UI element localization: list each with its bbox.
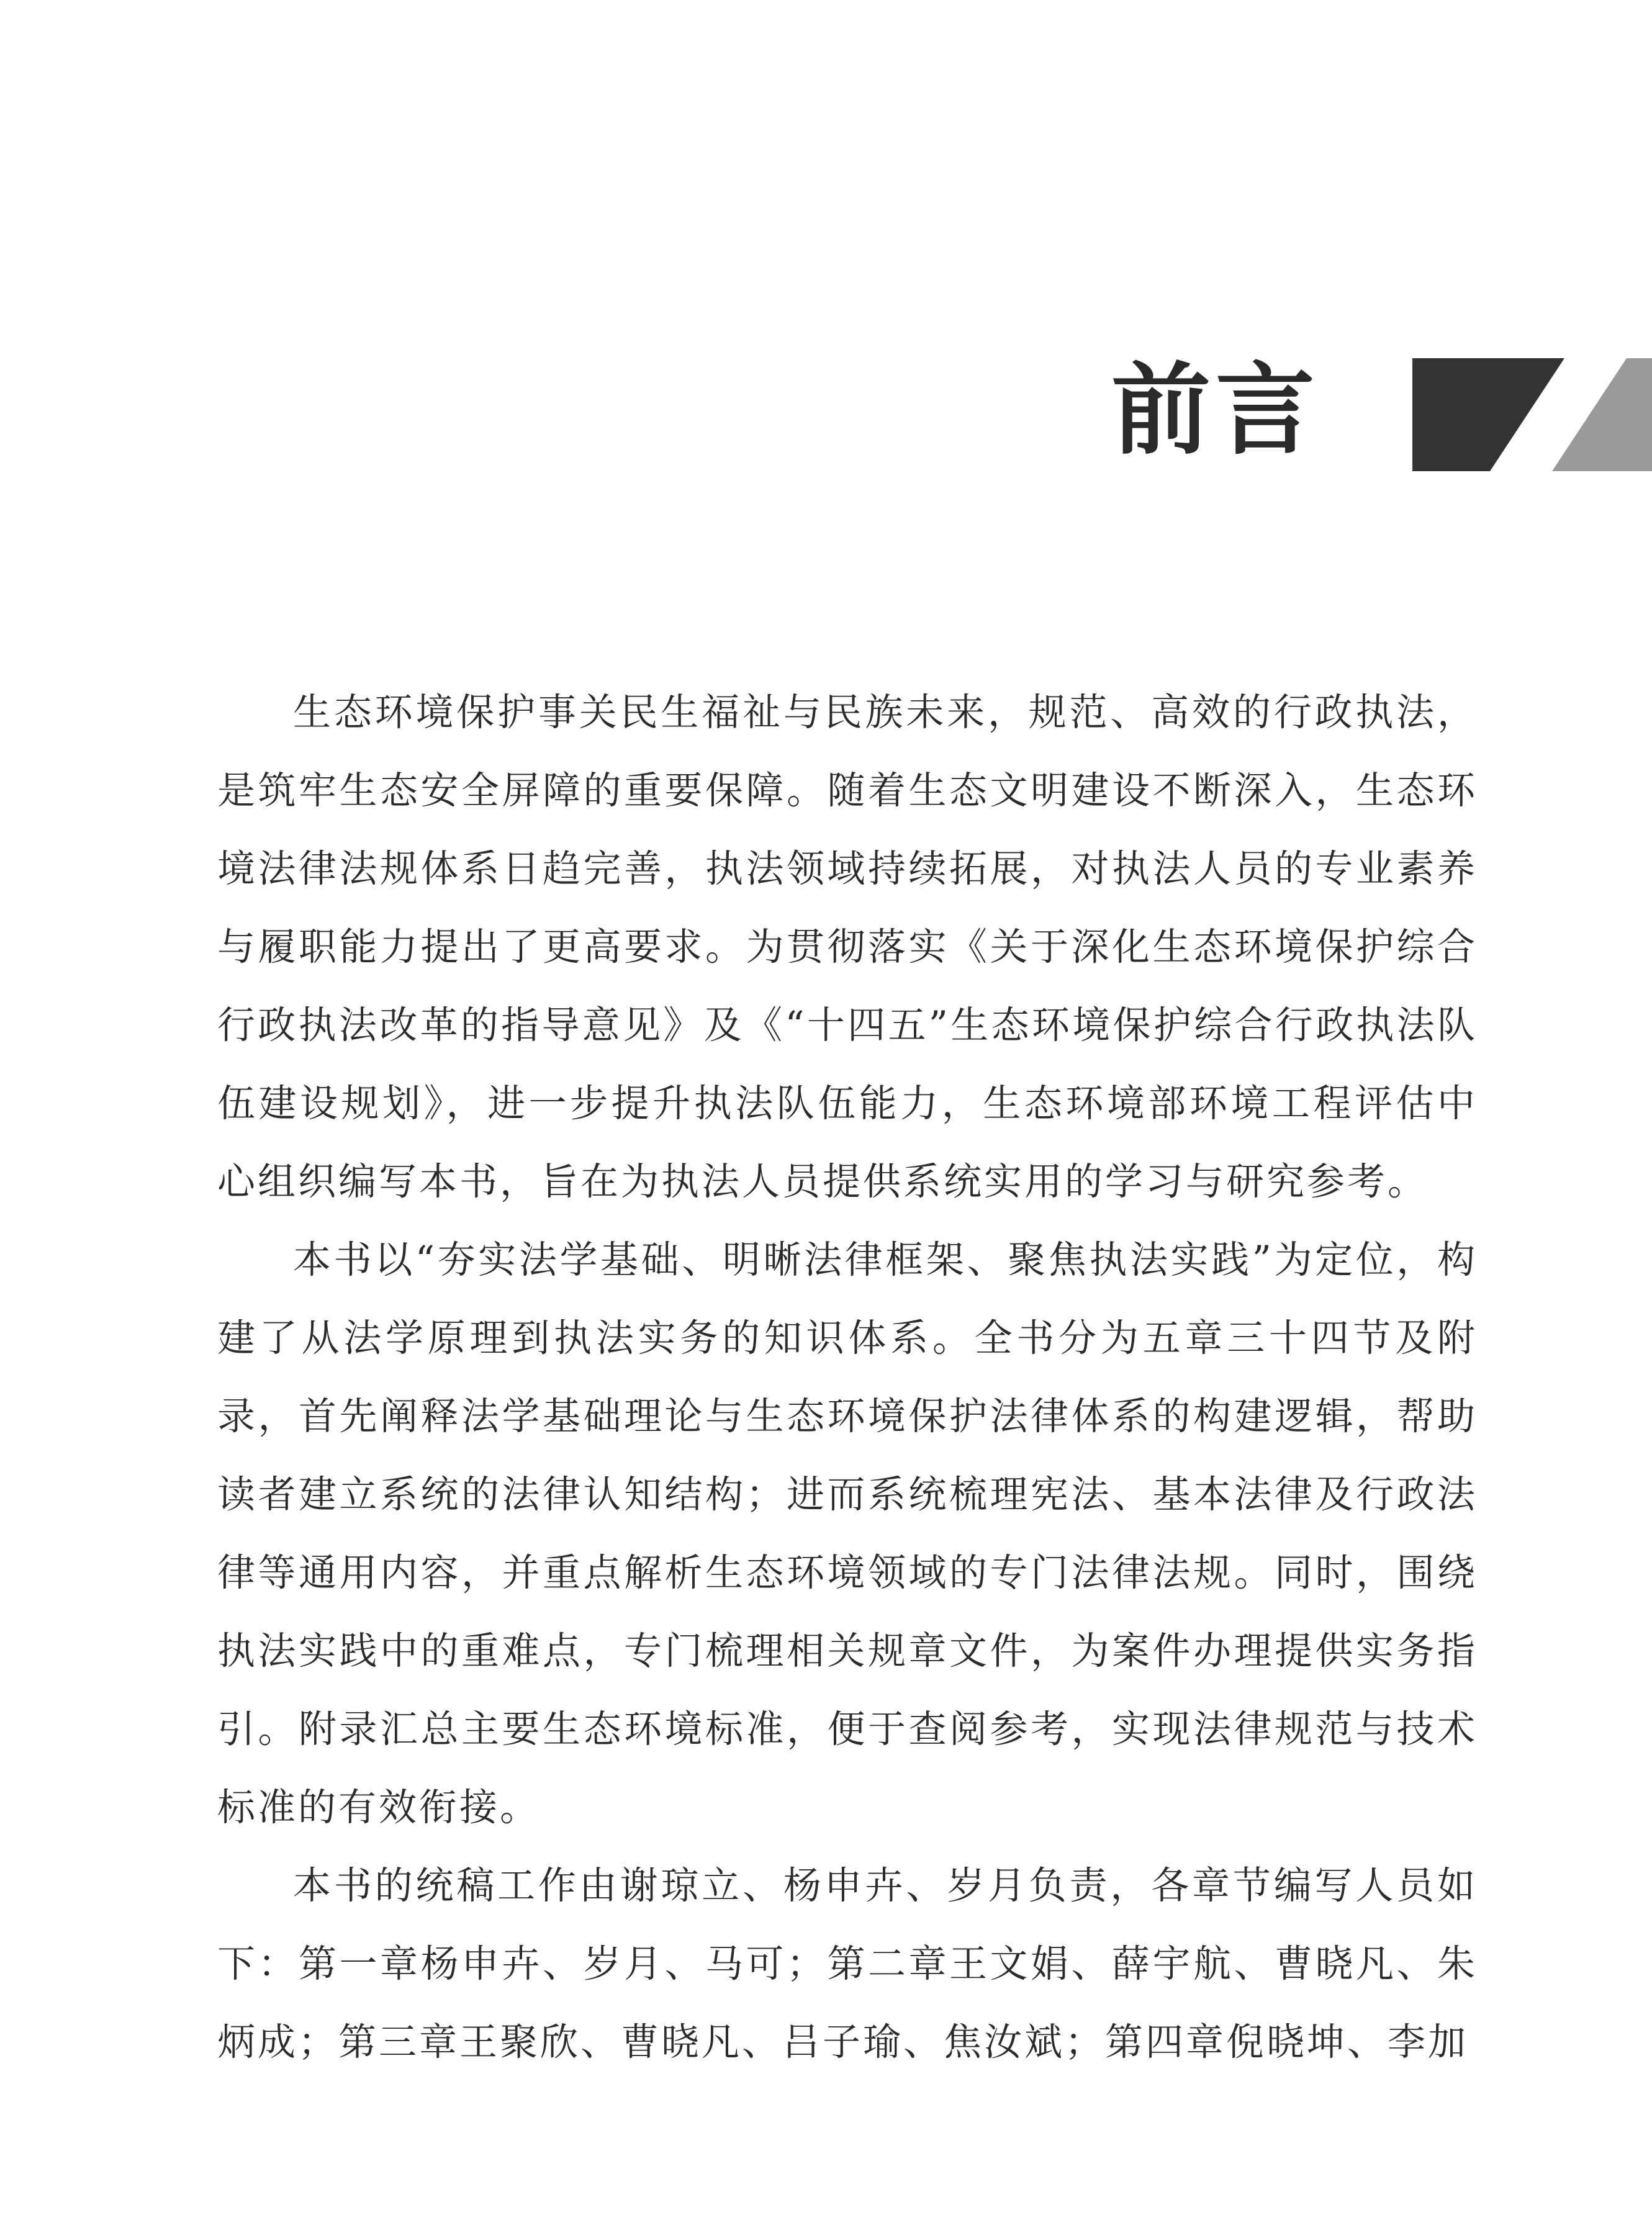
paragraph: 生态环境保护事关民生福祉与民族未来，规范、高效的行政执法，是筑牢生态安全屏障的重要保障。随着生态文明建设不断深入，生态环境法律法规体系日趋完善，执法领域持续拓展，对执法人员的专业素养与履职能力提出了更高要求。为贯彻落实《关于深化生态环境保护综合行政执法改革的指导意见》及《“十四五”生态环境保护综合行政执法队伍建设规划》，进一步提升执法队伍能力，生态环境部环境工程评估中心组织编写本书，旨在为执法人员提供系统实用的学习与研究参考。 <box>217 690 1478 1204</box>
paragraph: 本书以“夯实法学基础、明晰法律框架、聚焦执法实践”为定位，构建了从法学原理到执法实务的知识体系。全书分为五章三十四节及附录，首先阐释法学基础理论与生态环境保护法律体系的构建逻辑，帮助读者建立系统的法律认知结构；进而系统梳理宪法、基本法律及行政法律等通用内容，并重点解析生态环境领域的专门法律法规。同时，围绕执法实践中的重难点，专门梳理相关规章文件，为案件办理提供实务指引。附录汇总主要生态环境标准，便于查阅参考，实现法律规范与技术标准的有效衔接。 <box>217 1238 1478 1829</box>
paragraph: 本书的统稿工作由谢琼立、杨申卉、岁月负责，各章节编写人员如下：第一章杨申卉、岁月、马可；第二章王文娟、薛宇航、曹晓凡、朱炳成；第三章王聚欣、曹晓凡、吕子瑜、焦汝斌；第四章倪晓坤、李加 <box>217 1864 1478 2064</box>
decor-light-parallelogram <box>1552 358 1652 471</box>
title-decoration <box>1412 358 1652 471</box>
preface-body <box>217 674 1478 2082</box>
decor-dark-parallelogram <box>1412 358 1564 471</box>
page-title: 前言 <box>1111 351 1320 468</box>
